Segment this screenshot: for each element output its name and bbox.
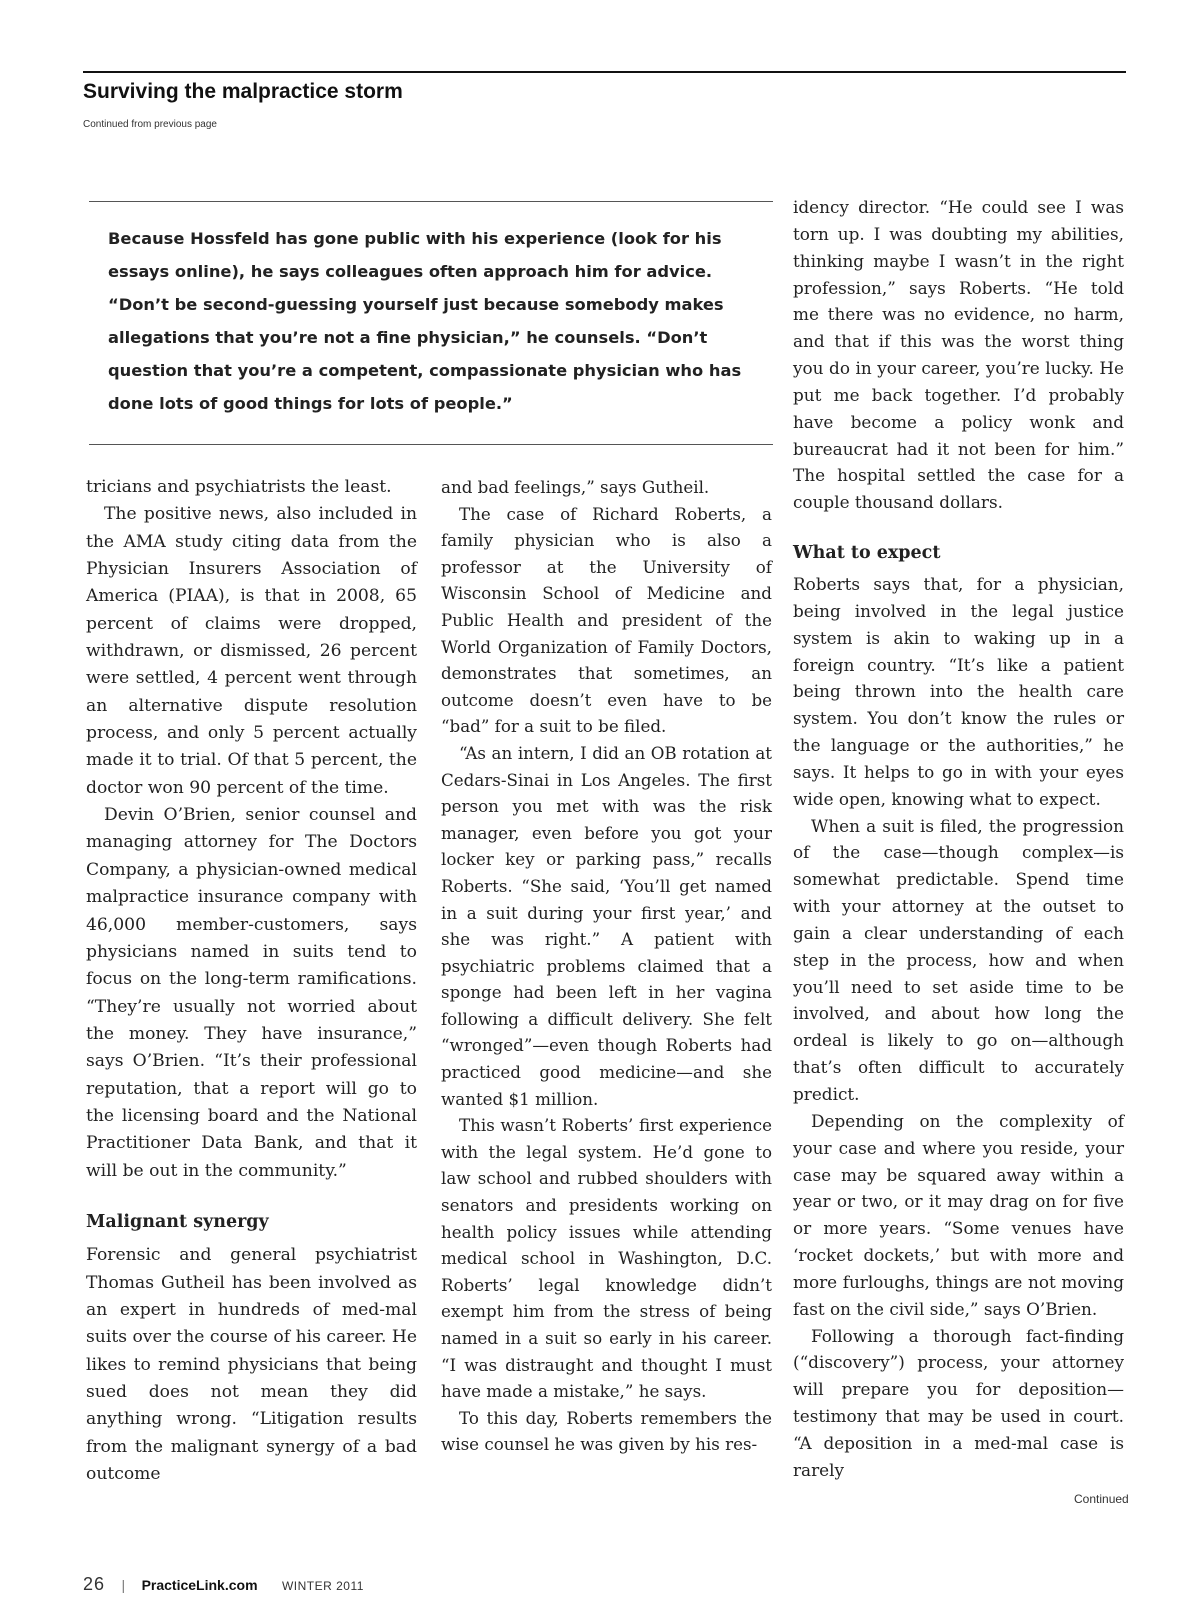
footer-separator: | (121, 1577, 126, 1593)
paragraph: Depending on the complexity of your case and where you reside, your case may be squared away within a year or two, or it may drag on for five or more years. “Some venues have ‘rocket dockets,’ but with more and more furloughs, things are not moving fast on the civil side,” says O’Brien. (793, 1110, 1124, 1319)
page-number: 26 (83, 1574, 106, 1594)
paragraph: idency director. “He could see I was torn up. I was doubting my abilities, thinking maybe I wasn’t in the right profession,” says Roberts. “He told me there was no evidence, no harm, and that if this was the worst thing you do in your career, you’re lucky. He put me back together. I’d probably have become a policy wonk and bureaucrat had it not been for him.” The hospital settled the case for a couple thousand dollars. (793, 197, 1124, 513)
section-heading-what-to-expect: What to expect (793, 543, 941, 564)
article-column-2 (441, 474, 772, 1458)
article-title: Surviving the malpractice storm (83, 80, 403, 103)
footer-issue: WINTER 2011 (281, 1579, 364, 1593)
pull-quote-text: Because Hossfeld has gone public with his experience (look for his essays online), he says colleagues often approach him for advice. “Don’t be second-guessing yourself just because somebody makes allegations that you’re not a fine physician,” he counsels. “Don’t question that you’re a competent, compassionate physician who has done lots of good things for lots of people.” (108, 229, 742, 413)
paragraph: When a suit is filed, the progression of the case—though complex—is somewhat predictable. Spend time with your attorney at the outset to gain a clear understanding of each step in the process, how and when you’ll need to set aside time to be involved, and about how long the ordeal is likely to go on—although that’s often difficult to accurately predict. (793, 815, 1124, 1104)
paragraph: tricians and psychiatrists the least. (86, 477, 392, 497)
paragraph: The case of Richard Roberts, a family physician who is also a professor at the University of Wisconsin School of Medicine and Public Health and president of the World Organization of Family Doctors, demonstrates that sometimes, an outcome doesn’t even have to be “bad” for a suit to be filed. (441, 503, 772, 737)
paragraph: The positive news, also included in the AMA study citing data from the Physician Insurers Association of America (PIAA), is that in 2008, 65 percent of claims were dropped, withdrawn, or dismissed, 26 percent were settled, 4 percent went through an alternative dispute resolution process, and only 5 percent actually made it to trial. Of that 5 percent, the doctor won 90 percent of the time. (86, 504, 417, 798)
paragraph: To this day, Roberts remembers the wise counsel he was given by his res- (441, 1407, 772, 1455)
page-footer (83, 1574, 364, 1595)
paragraph: and bad feelings,” says Gutheil. (441, 477, 710, 497)
article-column-1 (86, 474, 417, 1488)
paragraph: Following a thorough fact-finding (“discovery”) process, your attorney will prepare you for deposition—testimony that may be used in court. “A deposition in a med-mal case is rarely (793, 1325, 1124, 1480)
paragraph: “As an intern, I did an OB rotation at Cedars-Sinai in Los Angeles. The first person you met with was the risk manager, even before you got your locker key or parking pass,” recalls Roberts. “She said, ‘You’ll get named in a suit during your first year,’ and she was right.” A patient with psychiatric problems claimed that a sponge had been left in her vagina following a difficult delivery. She felt “wronged”—even though Roberts had practiced good medicine—and she wanted $1 million. (441, 742, 772, 1109)
top-rule (83, 71, 1126, 73)
continued-from-note: Continued from previous page (83, 119, 217, 130)
continued-label: Continued (1074, 1492, 1129, 1506)
section-heading-malignant-synergy: Malignant synergy (86, 1211, 269, 1232)
paragraph: Devin O’Brien, senior counsel and managing attorney for The Doctors Company, a physician-owned medical malpractice insurance company with 46,000 member-customers, says physicians named in suits tend to focus on the long-term ramifications. “They’re usually not worried about the money. They have insurance,” says O’Brien. “It’s their professional reputation, that a report will go to the licensing board and the National Practitioner Data Bank, and that it will be out in the community.” (86, 805, 417, 1181)
article-column-3 (793, 194, 1124, 1484)
footer-site-link[interactable]: PracticeLink.com (141, 1577, 258, 1593)
paragraph: This wasn’t Roberts’ first experience with the legal system. He’d gone to law school and rubbed shoulders with senators and presidents working on health policy issues while attending medical school in Washington, D.C. Roberts’ legal knowledge didn’t exempt him from the stress of being named in a suit so early in his career. “I was distraught and thought I must have made a mistake,” he says. (441, 1115, 772, 1402)
pull-quote (89, 201, 773, 445)
paragraph: Roberts says that, for a physician, being involved in the legal justice system is akin to waking up in a foreign country. “It’s like a patient being thrown into the health care system. You don’t know the rules or the language or the authorities,” he says. It helps to go in with your eyes wide open, knowing what to expect. (793, 573, 1124, 809)
paragraph: Forensic and general psychiatrist Thomas Gutheil has been involved as an expert in hundreds of med-mal suits over the course of his career. He likes to remind physicians that being sued does not mean they did anything wrong. “Litigation results from the malignant synergy of a bad outcome (86, 1245, 417, 1485)
